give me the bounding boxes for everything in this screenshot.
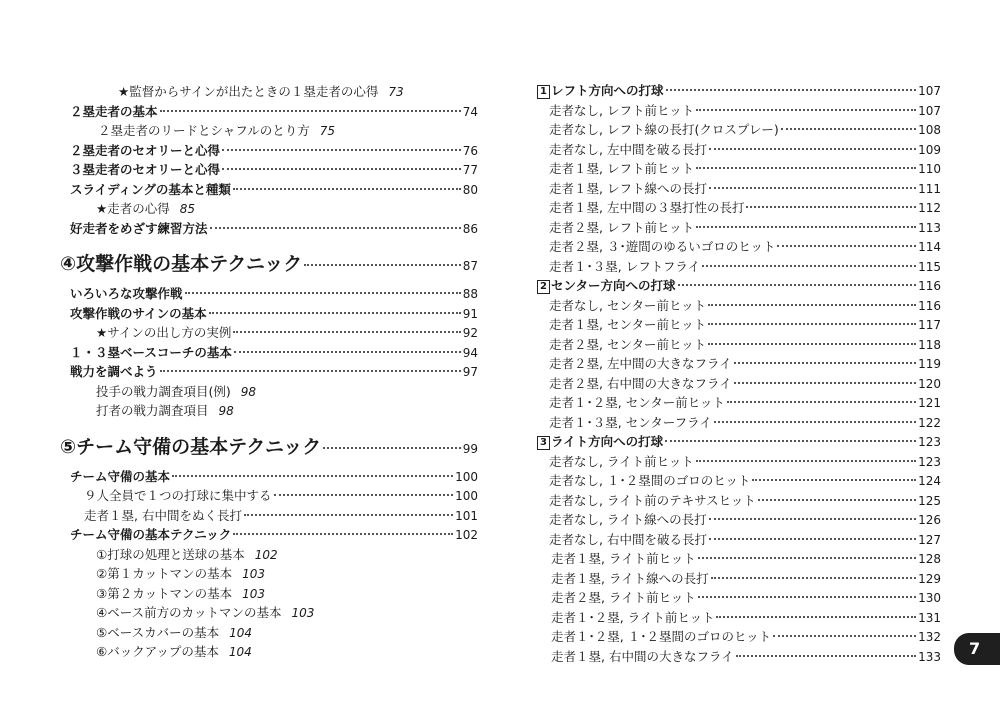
dot-leader [666,89,917,91]
toc-entry-title: ④攻撃作戦の基本テクニック [60,253,303,275]
toc-entry-page: 118 [918,337,941,352]
toc-entry-title: 走者１塁, 右中間をぬく長打 [84,507,242,523]
dot-leader [736,655,917,657]
toc-entry-title: ①打球の処理と送球の基本 [96,546,245,562]
toc-entry-page: 101 [455,508,478,523]
toc-entry-page: 111 [918,181,941,196]
toc-entry-page: 73 [388,85,404,99]
dot-leader [709,538,916,540]
toc-entry-title: 戦力を調べよう [70,364,158,379]
dot-leader [714,421,916,423]
toc-entry [537,179,941,199]
toc-entry-page: 116 [918,279,941,293]
toc-entry-title: 走者１･２塁, ライト前ヒット [551,609,715,625]
dot-leader [160,110,461,112]
toc-entry [537,452,941,472]
dot-leader [752,479,916,481]
dot-leader [746,206,916,208]
toc-entry [537,393,941,413]
dot-leader [160,370,461,372]
toc-entry [537,159,941,179]
toc-entry [537,647,941,667]
toc-entry-title: ④ベース前方のカットマンの基本 [96,605,282,620]
toc-entry-title: 走者２塁, 右中間の大きなフライ [549,375,732,391]
toc-entry [70,102,478,122]
toc-entry-title: 走者なし, １･２塁間のゴロのヒット [549,473,751,488]
dot-leader [233,331,460,333]
toc-entry-page: 129 [918,571,941,586]
dot-leader [716,616,916,618]
toc-entry-page: 92 [462,326,478,340]
toc-entry-title: 走者１･２塁, センター前ヒット [549,395,725,410]
dot-leader [709,148,916,150]
toc-entry-page: 87 [462,259,478,273]
dot-leader [233,533,453,535]
toc-entry [70,82,478,102]
toc-entry-page: 86 [462,221,478,236]
toc-entry-title: 走者なし, ライト前のテキサスヒット [549,492,756,508]
toc-entry-title: 打者の戦力調査項目 [96,403,209,418]
toc-entry-page: 117 [918,318,941,332]
toc-entry-title: 走者１塁, ライト線への長打 [551,570,709,586]
section-number-box: 1 [537,85,550,99]
dot-leader [708,323,916,325]
toc-entry [537,257,941,277]
toc-entry-page: 98 [240,384,257,399]
toc-entry [70,525,478,545]
toc-entry-page: 107 [918,103,941,118]
toc-entry [70,343,478,363]
toc-entry [537,218,941,238]
toc-entry-title: 走者２塁, センター前ヒット [549,336,707,352]
toc-entry [70,382,478,402]
toc-entry [537,491,941,511]
dot-leader [734,362,917,364]
toc-entry-title: ２塁走者の基本 [70,103,158,119]
toc-entry-title: 走者なし, ライト前ヒット [549,453,694,469]
toc-entry-page: 127 [918,532,941,547]
toc-entry-title: 走者なし, レフト線の長打(クロスプレー) [549,122,779,137]
dot-leader [702,265,916,267]
toc-entry-title: チーム守備の基本テクニック [70,527,232,542]
toc-entry-page: 102 [455,528,478,542]
toc-entry [537,588,941,608]
dot-leader [244,514,453,516]
dot-leader [758,499,916,501]
toc-entry [70,623,478,643]
toc-entry-title: 走者なし, レフト前ヒット [549,102,695,118]
dot-leader [698,557,916,559]
toc-entry [537,413,941,433]
toc-entry [70,121,478,141]
toc-entry-page: 122 [918,415,941,430]
toc-entry-title: 走者１･３塁, レフトフライ [549,258,700,274]
toc-entry-page: 77 [462,163,478,177]
toc-entry-page: 103 [242,586,265,601]
toc-entry [537,432,941,452]
toc-entry-title: 走者１塁, 右中間の大きなフライ [551,648,734,664]
dot-leader [698,596,916,598]
toc-entry [60,421,478,467]
toc-entry-title: ９人全員で１つの打球に集中する [84,488,272,503]
dot-leader [304,264,461,266]
toc-right-column [537,81,941,666]
toc-entry-page: 123 [918,454,941,469]
toc-entry-page: 126 [918,513,941,527]
toc-entry-title: 走者２塁, ライト前ヒット [551,590,696,605]
toc-entry [70,180,478,200]
toc-entry-title: 走者２塁, レフト前ヒット [549,219,695,235]
section-number-box: 3 [537,436,550,450]
dot-leader [709,518,917,520]
toc-entry [537,608,941,628]
toc-entry [60,238,478,284]
toc-entry [537,81,941,101]
dot-leader [233,188,461,190]
toc-entry [70,199,478,219]
toc-entry-title: 好走者をめざす練習方法 [70,220,208,236]
page-number: 7 [969,639,981,658]
toc-entry [70,564,478,584]
dot-leader [727,401,916,403]
toc-entry-title: 走者１･２塁, １･２塁間のゴロのヒット [551,629,772,644]
toc-entry [70,219,478,239]
toc-entry [537,237,941,257]
dot-leader [222,168,461,170]
dot-leader [665,440,916,442]
toc-entry-page: 88 [462,287,478,301]
dot-leader [172,475,453,477]
dot-leader [222,149,461,151]
toc-entry-title: ２塁走者のセオリーと心得 [70,142,221,158]
toc-entry-page: 100 [455,489,478,503]
toc-entry [70,401,478,421]
toc-entry-page: 116 [918,298,941,313]
toc-left-column [60,82,478,662]
toc-entry-title: 走者１･３塁, センターフライ [549,414,712,430]
toc-entry-title: 投手の戦力調査項目(例) [96,383,231,399]
dot-leader [323,447,461,449]
toc-entry [537,140,941,160]
toc-entry-page: 74 [462,104,478,119]
toc-entry [70,486,478,506]
toc-entry-title: ライト方向への打球 [551,434,664,449]
toc-entry-page: 113 [918,220,941,235]
toc-entry-page: 132 [918,630,941,644]
dot-leader [696,167,916,169]
toc-entry [537,530,941,550]
toc-entry-page: 120 [918,376,941,391]
dot-leader [708,343,916,345]
toc-entry-title: 走者１塁, レフト前ヒット [549,161,695,176]
dot-leader [708,304,916,306]
toc-entry-page: 97 [462,365,478,379]
toc-entry-title: センター方向への打球 [551,278,676,293]
toc-entry [70,545,478,565]
toc-entry-title: ３塁走者のセオリーと心得 [70,162,221,177]
toc-entry-page: 130 [918,591,941,605]
toc-entry-page: 103 [242,567,265,581]
toc-entry-page: 91 [462,306,478,321]
toc-entry-title: ★監督からサインが出たときの１塁走者の心得 [118,84,379,99]
toc-entry [537,569,941,589]
toc-entry-title: 走者なし, 左中間を破る長打 [549,141,707,157]
toc-entry-page: 102 [254,547,278,562]
toc-entry-page: 99 [462,441,478,456]
dot-leader [711,577,917,579]
dot-leader [781,128,916,130]
dot-leader [696,226,916,228]
toc-entry [537,198,941,218]
dot-leader [678,284,917,286]
toc-entry-title: 走者１塁, レフト線への長打 [549,180,707,196]
toc-entry [537,471,941,491]
toc-entry-title: 走者なし, ライト線への長打 [549,512,707,527]
toc-entry-title: レフト方向への打球 [551,83,664,98]
toc-entry-title: 走者２塁, 左中間の大きなフライ [549,356,732,371]
toc-entry-title: ⑥バックアップの基本 [96,644,219,659]
toc-entry-page: 110 [918,162,941,176]
dot-leader [234,351,461,353]
toc-entry [537,315,941,335]
toc-entry-title: ⑤ベースカバーの基本 [96,624,220,640]
toc-entry-page: 104 [229,625,252,640]
toc-entry [537,296,941,316]
toc-entry-page: 108 [918,123,941,137]
toc-entry [537,276,941,296]
toc-entry [70,584,478,604]
toc-entry-page: 128 [918,552,941,566]
toc-entry [537,120,941,140]
toc-entry [537,101,941,121]
toc-entry [537,549,941,569]
toc-entry-title: ★走者の心得 [96,201,170,216]
toc-entry-page: 131 [918,610,941,625]
toc-entry-title: チーム守備の基本 [70,468,171,484]
toc-entry-page: 104 [228,645,252,659]
toc-entry [70,506,478,526]
toc-entry-title: ２塁走者のリードとシャフルのとり方 [98,123,310,138]
toc-entry-title: ⑤チーム守備の基本テクニック [60,435,322,458]
dot-leader [773,635,916,637]
toc-entry-title: １・３塁ベースコーチの基本 [70,344,232,360]
toc-entry-page: 100 [455,469,478,484]
toc-entry-page: 124 [918,474,941,488]
toc-entry-title: 攻撃作戦のサインの基本 [70,305,207,321]
dot-leader [709,187,916,189]
toc-entry [70,323,478,343]
toc-entry-page: 121 [918,396,941,410]
toc-entry-title: スライディングの基本と種類 [70,181,231,197]
toc-entry-title: ③第２カットマンの基本 [96,585,233,601]
toc-entry [537,510,941,530]
toc-entry [537,354,941,374]
toc-entry-title: 走者なし, センター前ヒット [549,297,707,313]
toc-entry-title: 走者１塁, センター前ヒット [549,317,707,332]
toc-entry [70,362,478,382]
dot-leader [185,292,461,294]
toc-entry-page: 123 [918,435,941,449]
toc-entry-title: いろいろな攻撃作戦 [70,286,183,301]
toc-entry [70,141,478,161]
toc-entry-title: 走者１塁, 左中間の３塁打性の長打 [549,200,745,215]
dot-leader [696,109,916,111]
toc-entry-page: 76 [462,143,478,158]
toc-entry-page: 125 [918,493,941,508]
toc-entry [537,374,941,394]
toc-entry-title: 走者１塁, ライト前ヒット [551,551,696,566]
toc-entry-title: 走者なし, 右中間を破る長打 [549,531,707,547]
dot-leader [696,460,916,462]
toc-entry-page: 85 [179,202,195,216]
toc-entry-page: 114 [918,240,941,254]
toc-entry [537,335,941,355]
section-number-box: 2 [537,280,550,294]
toc-entry-title: ②第１カットマンの基本 [96,566,233,581]
toc-entry [537,627,941,647]
toc-entry-title: 走者２塁, ３･遊間のゆるいゴロのヒット [549,239,776,254]
toc-entry-title: ★サインの出し方の実例 [96,325,232,340]
toc-entry-page: 103 [291,606,315,620]
toc-entry-page: 133 [918,649,941,664]
dot-leader [274,494,454,496]
dot-leader [734,382,917,384]
toc-entry-page: 94 [462,345,478,360]
toc-entry [70,304,478,324]
toc-entry-page: 80 [462,182,478,197]
dot-leader [210,227,461,229]
toc-entry-page: 109 [918,142,941,157]
dot-leader [209,312,461,314]
toc-entry [70,603,478,623]
toc-entry-page: 98 [218,404,234,418]
toc-entry [70,160,478,180]
toc-entry-page: 75 [319,124,336,138]
toc-entry-page: 119 [918,357,941,371]
toc-entry-page: 115 [918,259,941,274]
toc-entry [70,642,478,662]
toc-entry-page: 112 [918,201,941,215]
toc-entry-page: 107 [918,84,941,98]
dot-leader [777,245,916,247]
page-number-tab [954,633,1000,665]
